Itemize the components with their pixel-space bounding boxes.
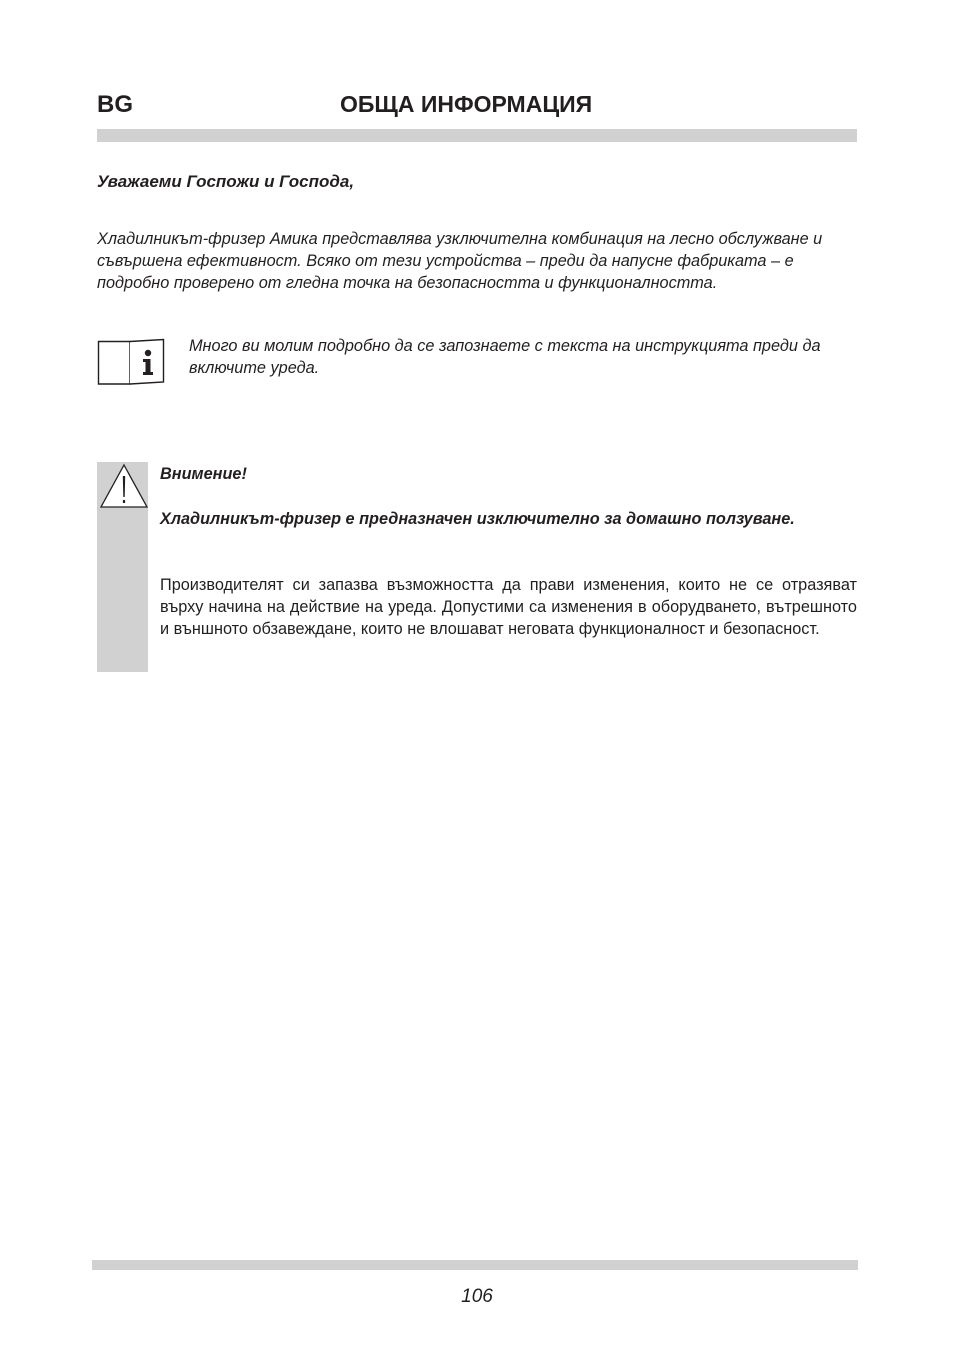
header-rule bbox=[97, 129, 857, 142]
greeting: Уважаеми Госпожи и Господа, bbox=[97, 172, 355, 191]
info-note-text: Много ви молим подробно да се запознаете с текста на инструкцията преди да включите уреда. bbox=[189, 337, 821, 377]
warning-text: Производителят си запазва възможността да прави изменения, които не се отразяват върху начина на действие на уреда. Допустими са изменения в оборудването, вътрешното и външното обзавеждане, които не влошават неговата функционалност и безопасност. bbox=[160, 576, 857, 638]
page-title: ОБЩА ИНФОРМАЦИЯ bbox=[340, 91, 593, 117]
warning-bold-text: Хладилникът-фризер е предназначен изключително за домашно ползуване. bbox=[160, 510, 795, 528]
page-number: 106 bbox=[461, 1286, 493, 1307]
language-code: BG bbox=[97, 91, 133, 118]
intro-paragraph: Хладилникът-фризер Амика представлява узключителна комбинация на лесно обслужване и съвършена ефективност. Всяко от тези устройства – преди да напусне фабриката – е подробно проверено от гледна точка на безопасността и функционалността. bbox=[97, 230, 823, 292]
warning-title: Внимение! bbox=[160, 465, 247, 483]
warning-triangle-icon bbox=[99, 463, 149, 509]
footer-rule bbox=[92, 1260, 858, 1270]
info-book-icon bbox=[97, 338, 165, 386]
